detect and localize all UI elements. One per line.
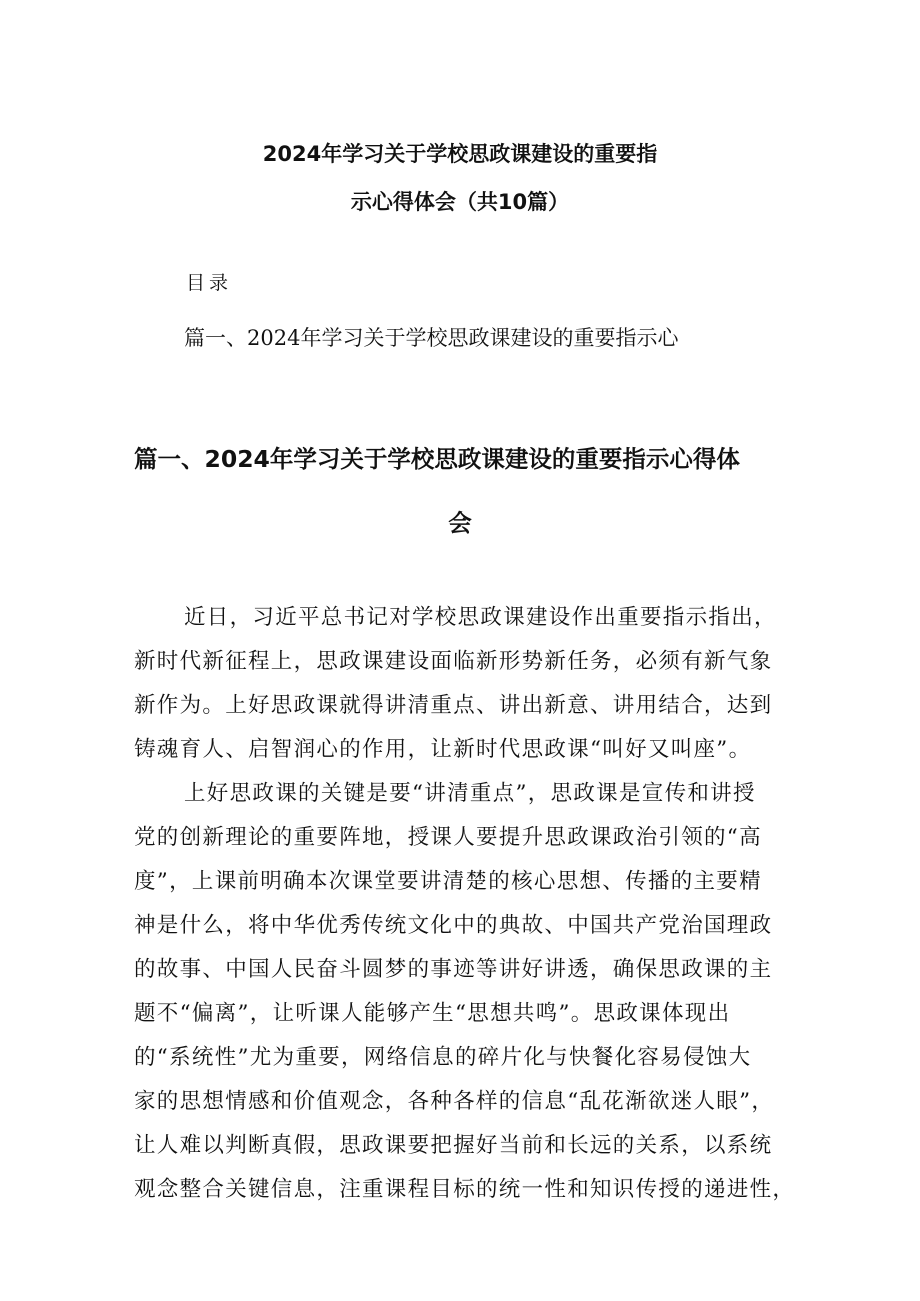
toc-label: 目录: [186, 272, 233, 294]
body-line-5: 上好思政课的关键是要“讲清重点”，思政课是宣传和讲授: [184, 781, 756, 806]
toc-item-1[interactable]: 篇一、2024年学习关于学校思政课建设的重要指示心: [184, 326, 679, 350]
body-line-7: 度”，上课前明确本次课堂要讲清楚的核心思想、传播的主要精: [134, 869, 762, 894]
body-line-12: 家的思想情感和价值观念，各种各样的信息“乱花渐欲迷人眼”，: [134, 1089, 775, 1114]
body-line-11: 的“系统性”尤为重要，网络信息的碎片化与快餐化容易侵蚀大: [134, 1045, 752, 1070]
body-line-1: 近日，习近平总书记对学校思政课建设作出重要指示指出，: [184, 605, 777, 630]
section-heading-line-1: 篇一、2024年学习关于学校思政课建设的重要指示心得体: [134, 445, 740, 473]
body-line-14: 观念整合关键信息，注重课程目标的统一性和知识传授的递进性，: [134, 1177, 796, 1202]
body-line-4: 铸魂育人、启智润心的作用，让新时代思政课“叫好又叫座”。: [134, 737, 752, 762]
body-line-8: 神是什么，将中华优秀传统文化中的典故、中国共产党治国理政: [134, 913, 773, 938]
document-title-line-1: 2024年学习关于学校思政课建设的重要指: [262, 142, 658, 166]
section-heading-line-2: 会: [448, 509, 472, 537]
body-line-10: 题不“偏离”，让听课人能够产生“思想共鸣”。思政课体现出: [134, 1001, 731, 1026]
body-line-13: 让人难以判断真假，思政课要把握好当前和长远的关系，以系统: [134, 1133, 773, 1158]
body-line-9: 的故事、中国人民奋斗圆梦的事迹等讲好讲透，确保思政课的主: [134, 957, 773, 982]
body-line-3: 新作为。上好思政课就得讲清重点、讲出新意、讲用结合，达到: [134, 693, 773, 718]
body-line-2: 新时代新征程上，思政课建设面临新形势新任务，必须有新气象: [134, 649, 773, 674]
body-line-6: 党的创新理论的重要阵地，授课人要提升思政课政治引领的“高: [134, 825, 762, 850]
document-title-line-2: 示心得体会（共10篇）: [350, 190, 570, 214]
